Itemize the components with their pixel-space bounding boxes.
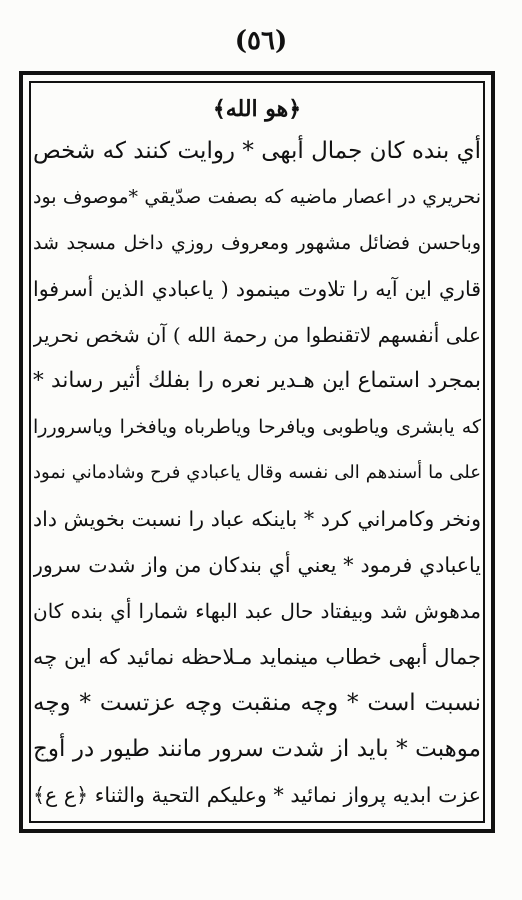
text-line: ونخر وكامراني كرد * باينكه عباد را نسبت بخويش داد [33, 507, 481, 531]
text-line: موهبت * بايد از شدت سرور مانند طيور در أوج [33, 736, 481, 762]
text-line: أي بنده كان جمال أبهى * روايت كنند كه شخص [33, 138, 481, 164]
tablet-heading: ﴿هو الله﴾ [212, 96, 302, 122]
tablet-text [33, 90, 481, 820]
text-line: وباحسن فضائل مشهور ومعروف روزي داخل مسجد شد [33, 232, 481, 254]
text-line: مدهوش شد وبيفتاد حال عبد البهاء شمارا أي بنده كان [33, 599, 481, 623]
text-line: قاري اين آيه را تلاوت مينمود ( ياعبادي الذين أسرفوا [33, 277, 481, 301]
text-line: على ما أسندهم الى نفسه وقال ياعبادي فرح وشادماني نمود [33, 462, 481, 483]
page-number: (٥٦) [234, 26, 288, 56]
text-line: كه يابشرى وياطوبى ويافرحا وياطرباه ويافخرا وياسروررا [33, 416, 481, 438]
text-line: جمال أبهى خطاب مينمايد مـلاحظه نمائيد كه اين چه [33, 645, 481, 669]
text-line: على أنفسهم لاتقنطوا من رحمة الله ) آن شخص نحرير [33, 323, 481, 347]
text-line: ياعبادي فرمود * يعني أي بندكان من واز شدت سرور [33, 553, 481, 577]
text-line: نسبت است * وچه منقبت وچه عزتست * وچه [33, 690, 481, 716]
text-line: بمجرد استماع اين هـدير نعره را بفلك أثير رساند * [33, 368, 481, 393]
text-line: عزت ابديه پرواز نمائيد * وعليكم التحية والثناء ﴿ع ع﴾ [33, 783, 481, 807]
text-line: نحريري در اعصار ماضيه كه بصفت صدّيقي *موصوف بود [33, 186, 481, 208]
